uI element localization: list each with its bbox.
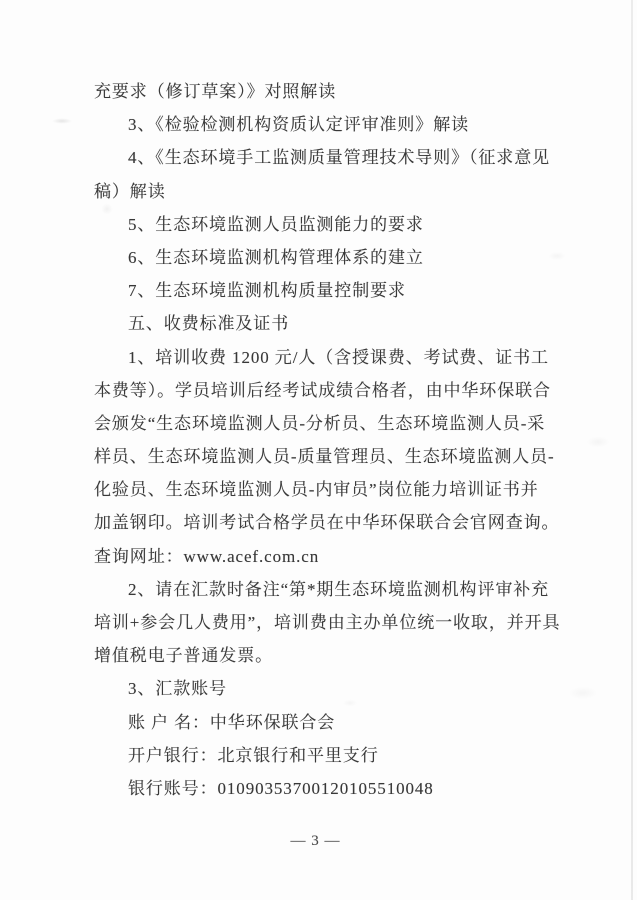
text-line: 本费等）。学员培训后经考试成绩合格者，由中华环保联合 xyxy=(94,380,551,400)
text-line: 五、收费标准及证书 xyxy=(128,314,290,334)
text-line: 账 户 名：中华环保联合会 xyxy=(128,712,336,732)
text-line: 3、汇款账号 xyxy=(128,679,227,699)
document-body xyxy=(94,75,574,805)
text-line: 开户银行：北京银行和平里支行 xyxy=(128,745,379,765)
text-line: 1、培训收费 1200 元/人（含授课费、考试费、证书工 xyxy=(128,347,549,367)
text-line: 3、《检验检测机构资质认定评审准则》解读 xyxy=(128,115,469,135)
text-line: 稿）解读 xyxy=(94,181,166,201)
text-line: 2、请在汇款时备注“第*期生态环境监测机构评审补充 xyxy=(128,579,550,599)
text-line: 样员、生态环境监测人员-质量管理员、生态环境监测人员- xyxy=(94,447,555,467)
text-line: 培训+参会几人费用”，培训费由主办单位统一收取，并开具 xyxy=(94,613,561,632)
text-line: 增值税电子普通发票。 xyxy=(94,646,273,666)
text-line: 5、生态环境监测人员监测能力的要求 xyxy=(128,214,424,234)
text-line: 4、《生态环境手工监测质量管理技术导则》（征求意见 xyxy=(128,148,550,168)
text-line: 银行账号：01090353700120105510048 xyxy=(128,778,434,798)
page-number: — 3 — xyxy=(290,833,341,849)
text-line: 化验员、生态环境监测人员-内审员”岗位能力培训证书并 xyxy=(94,480,539,500)
text-line: 会颁发“生态环境监测人员-分析员、生态环境监测人员-采 xyxy=(94,413,546,433)
text-line: 充要求（修订草案）》对照解读 xyxy=(94,82,337,101)
text-line: 6、生态环境监测机构管理体系的建立 xyxy=(128,247,424,267)
text-line: 查询网址：www.acef.com.cn xyxy=(94,546,320,566)
text-line: 7、生态环境监测机构质量控制要求 xyxy=(128,281,406,301)
paper-edge-line xyxy=(631,0,633,900)
text-line: 加盖钢印。培训考试合格学员在中华环保联合会官网查询。 xyxy=(94,513,560,533)
